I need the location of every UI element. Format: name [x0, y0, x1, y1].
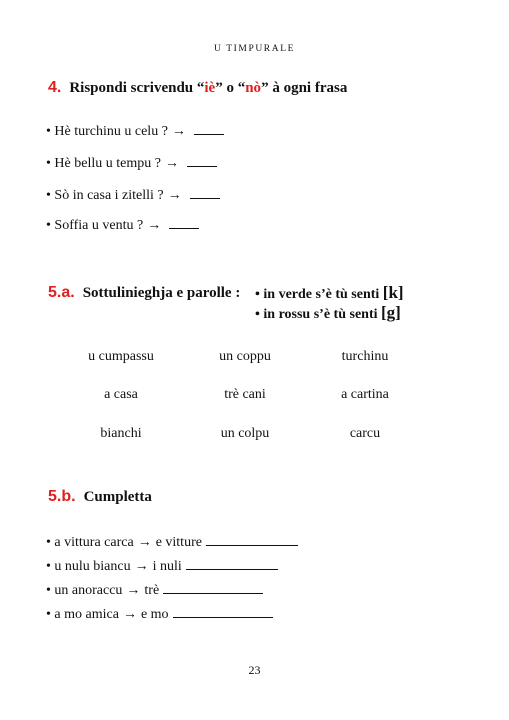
question-text: • Soffia u ventu ? [46, 218, 144, 233]
phoneme-k: [k] [382, 283, 404, 302]
section-5b-label: Cumpletta [83, 489, 152, 505]
arrow-icon: → [167, 188, 182, 203]
question-text: • Sò in casa i zitelli ? [46, 188, 164, 203]
word-cell[interactable]: turchinu [341, 349, 389, 364]
completion-item [46, 535, 298, 551]
answer-blank[interactable] [187, 165, 217, 167]
page-number: 23 [248, 663, 261, 677]
arrow-icon: → [122, 607, 137, 622]
option-red [255, 303, 401, 323]
word-cell[interactable]: u cumpassu [88, 349, 154, 364]
question-item [46, 156, 217, 172]
answer-word-no: nò [245, 80, 262, 96]
section-5a-title [48, 284, 240, 302]
phoneme-g: [g] [381, 303, 401, 322]
section-5a-label: Sottulinieghja e parolle : [82, 285, 241, 301]
option-green [255, 283, 404, 303]
section-5a-number: 5.a. [48, 284, 75, 301]
word-cell[interactable]: a casa [104, 387, 138, 402]
question-item [46, 188, 220, 204]
section-4-text-start: Rispondi scrivendu “ [69, 80, 205, 96]
arrow-icon: → [164, 156, 179, 171]
section-4-title [48, 79, 347, 97]
arrow-icon: → [147, 218, 162, 233]
completion-prefix: e vitture [155, 535, 202, 550]
option-red-text: • in rossu s’è tù senti [255, 307, 381, 322]
arrow-icon: → [171, 124, 186, 139]
section-5b-title [48, 488, 152, 506]
option-green-text: • in verde s’è tù senti [255, 287, 383, 302]
answer-blank[interactable] [190, 197, 220, 199]
answer-blank[interactable] [169, 227, 199, 229]
word-cell[interactable]: a cartina [341, 387, 389, 402]
completion-prefix: trè [144, 583, 160, 598]
completion-prefix: e mo [140, 607, 169, 622]
completion-source: • a mo amica [46, 607, 119, 622]
answer-blank[interactable] [194, 133, 224, 135]
arrow-icon: → [134, 559, 149, 574]
word-cell[interactable]: bianchi [100, 426, 142, 441]
answer-word-yes: iè [204, 80, 216, 96]
completion-prefix: i nuli [152, 559, 182, 574]
question-item [46, 124, 224, 140]
word-cell[interactable]: un colpu [220, 426, 270, 441]
completion-blank[interactable] [163, 592, 263, 594]
completion-blank[interactable] [206, 544, 298, 546]
running-header: U TIMPURALE [213, 44, 296, 54]
word-cell[interactable]: trè cani [224, 387, 266, 402]
question-item [46, 218, 199, 234]
word-cell[interactable]: carcu [349, 426, 381, 441]
question-text: • Hè bellu u tempu ? [46, 156, 161, 171]
completion-source: • a vittura carca [46, 535, 134, 550]
section-4-number: 4. [48, 79, 62, 96]
completion-item [46, 559, 278, 575]
completion-item [46, 583, 263, 599]
section-5b-number: 5.b. [48, 488, 76, 505]
section-4-text-end: ” à ogni frasa [261, 80, 348, 96]
completion-blank[interactable] [173, 616, 273, 618]
section-4-text-mid: ” o “ [215, 80, 246, 96]
question-text: • Hè turchinu u celu ? [46, 124, 168, 139]
arrow-icon: → [137, 535, 152, 550]
completion-source: • u nulu biancu [46, 559, 131, 574]
completion-blank[interactable] [186, 568, 278, 570]
word-cell[interactable]: un coppu [219, 349, 271, 364]
arrow-icon: → [126, 583, 141, 598]
completion-item [46, 607, 273, 623]
completion-source: • un anoraccu [46, 583, 123, 598]
